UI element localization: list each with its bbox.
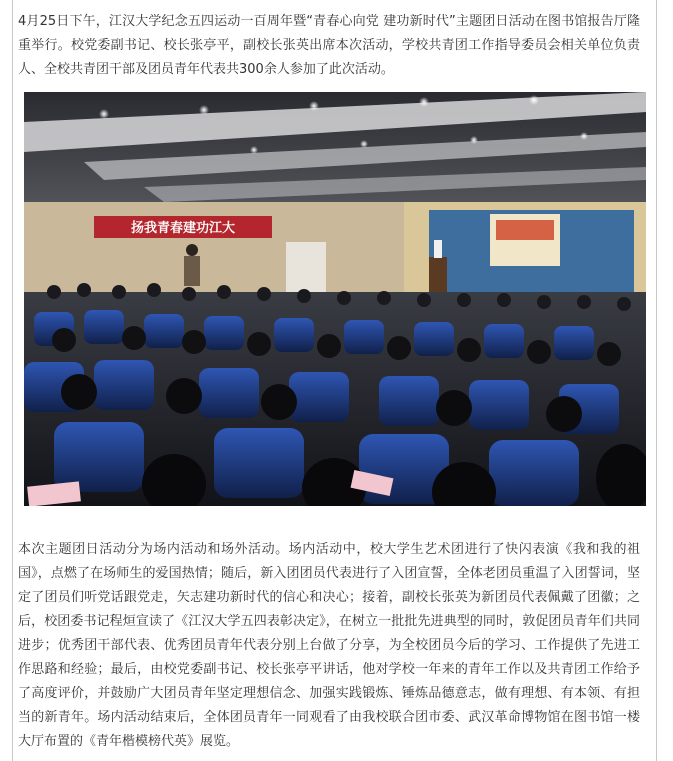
banner-text: 扬我青春建功江大 — [130, 221, 236, 236]
photographer — [184, 244, 200, 286]
lectern — [429, 257, 447, 297]
banner — [94, 216, 272, 238]
speaker — [434, 240, 442, 258]
intro-paragraph: 4月25日下午，江汉大学纪念五四运动一百周年暨“青春心向党 建功新时代”主题团日活动在图书馆报告厅隆重举行。校党委副书记、校长张亭平，副校长张英出席本次活动，学校共青团工作指导委员会相关单位负责人、全校共青团干部及团员青年代表共300余人参加了此次活动。 — [18, 14, 640, 77]
event-photo — [24, 92, 646, 506]
door — [286, 242, 326, 292]
body-paragraph: 本次主题团日活动分为场内活动和场外活动。场内活动中，校大学生艺术团进行了快闪表演《我和我的祖国》，点燃了在场师生的爱国热情；随后，新入团团员代表进行了入团宣誓，全体老团员重温了入团誓词，坚定了团员们听党话跟党走，矢志建功新时代的信心和决心；接着，副校长张英为新团员代表佩戴了团徽；之后，校团委书记程烜宣读了《江汉大学五四表彰决定》，在树立一批批先进典型的同时，敦促团员青年们共同进步；优秀团干部代表、优秀团员青年代表分别上台做了分享，为全校团员今后的学习、工作提供了先进工作思路和经验；最后，由校党委副书记、校长张亭平讲话，他对学校一年来的青年工作以及共青团工作给予了高度评价，并鼓励广大团员青年坚定理想信念、加强实践锻炼、锤炼品德意志，做有理想、有本领、有担当的新青年。场内活动结束后，全体团员青年一同观看了由我校联合团市委、武汉革命博物馆在图书馆一楼大厅布置的《青年楷模榜代英》展览。 — [18, 542, 640, 749]
